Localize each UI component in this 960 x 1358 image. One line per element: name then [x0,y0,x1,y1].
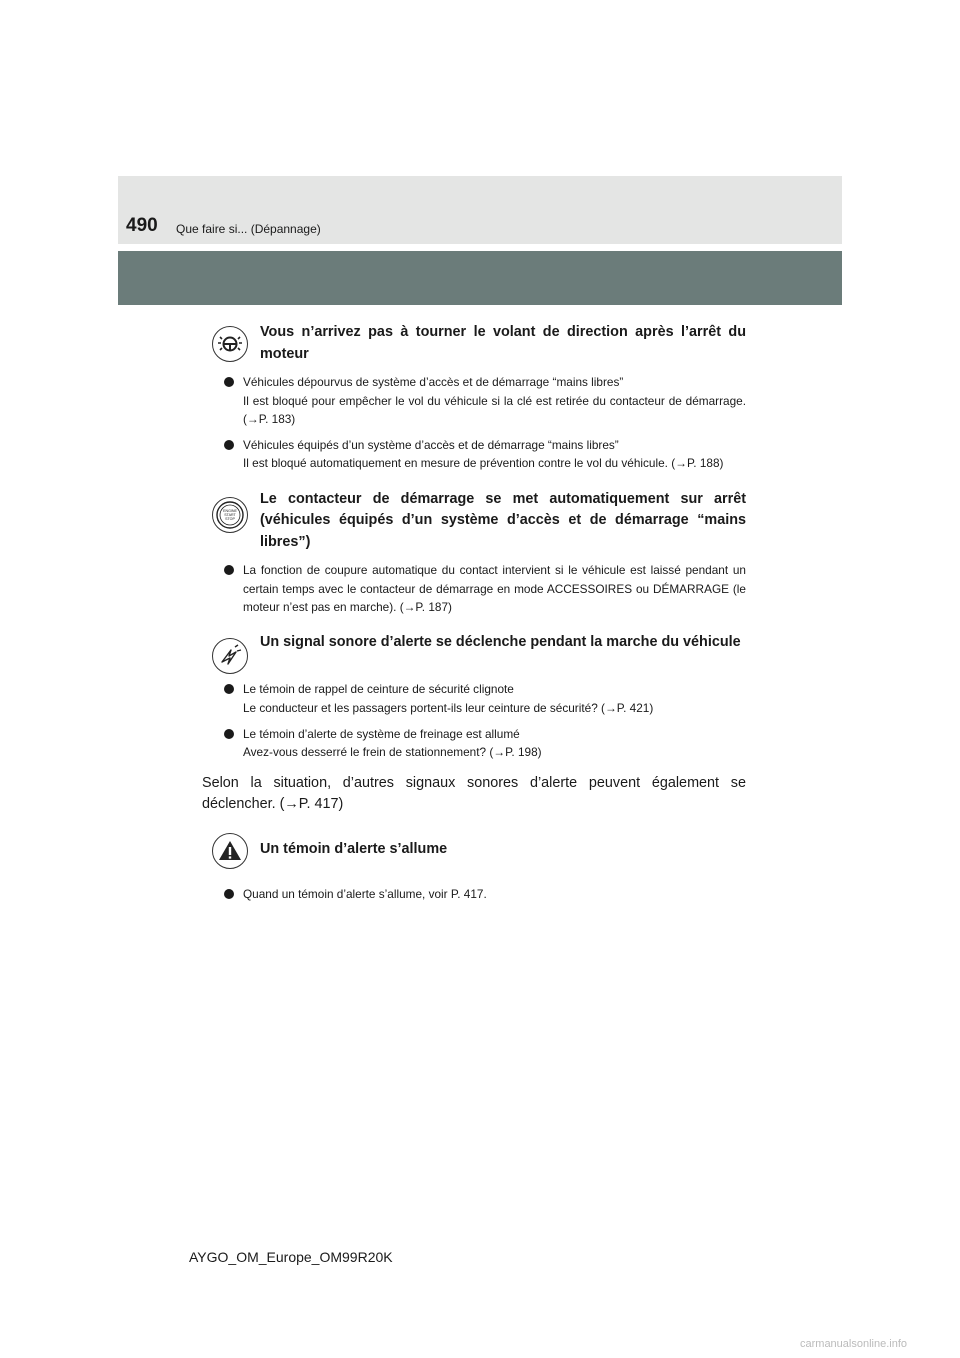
section-title: Que faire si... (Dépannage) [176,222,321,236]
bullet-text: Il est bloqué pour empêcher le vol du véhicule si la clé est retirée du contacteur de démarrage. (→P. 183) [243,393,746,426]
steering-lock-icon [212,326,248,362]
bullet-dot [224,684,234,694]
document-id: AYGO_OM_Europe_OM99R20K [189,1249,393,1265]
section-head [210,825,746,877]
list-item [210,436,746,473]
bullet-text: Il est bloqué automatiquement en mesure de prévention contre le vol du véhicule. (→P. 188) [243,456,724,471]
warning-buzzer-icon [212,638,248,674]
engine-start-stop-icon [212,497,248,533]
bullet-title: Véhicules dépourvus de système d’accès et de démarrage “mains libres” [243,375,624,390]
bullet-dot [224,565,234,575]
section-warning-buzzer [202,626,746,815]
list-item [210,373,746,428]
icon-text: STOP [225,516,235,521]
bullet-dot [224,440,234,450]
page-number: 490 [126,215,158,236]
watermark: carmanualsonline.info [800,1338,908,1350]
section-auto-power-off [210,483,746,617]
section-heading: Un témoin d’alerte s’allume [260,841,448,858]
header-band [118,251,842,305]
bullet-dot [224,889,234,899]
section-heading: Le contacteur de démarrage se met automatiquement sur arrêt (véhicules équipés d’un système d’accès et de démarrage “mains libres”) [260,490,746,550]
page-content [202,316,746,913]
list-item [210,680,746,717]
section-heading: Vous n’arrivez pas à tourner le volant de direction après l’arrêt du moteur [260,324,746,362]
warning-triangle-icon [212,833,248,869]
section-head [210,483,746,554]
bullet-text: Le conducteur et les passagers portent-ils leur ceinture de sécurité? (→P. 421) [243,700,654,715]
list-item [210,561,746,616]
section-head [210,316,746,365]
bullet-title: Le témoin d’alerte de système de freinage est allumé [243,726,520,741]
icon-text: START [224,512,236,517]
bullet-dot [224,729,234,739]
bullet-title: Le témoin de rappel de ceinture de sécurité clignote [243,682,514,697]
section-steering-lock [210,316,746,473]
icon-text: ENGINE [223,508,237,513]
section-heading: Un signal sonore d’alerte se déclenche pendant la marche du véhicule [260,634,741,651]
list-item [210,885,746,903]
body-paragraph: Selon la situation, d’autres signaux sonores d’alerte peuvent également se déclencher. (→P. 417) [202,775,746,813]
section-head [210,626,746,672]
bullet-text: Avez-vous desserré le frein de stationnement? (→P. 198) [243,745,542,760]
bullet-title: Véhicules équipés d’un système d’accès et de démarrage “mains libres” [243,438,619,453]
section-warning-light [210,825,746,903]
bullet-text: Quand un témoin d’alerte s’allume, voir P. 417. [243,887,487,902]
list-item [210,725,746,762]
bullet-text: La fonction de coupure automatique du contact intervient si le véhicule est laissé pendant un certain temps avec le contacteur de démarrage en mode ACCESSOIRES ou DÉMARRAGE (le moteur n’est pas en marche). (→P. 187) [243,563,746,615]
bullet-dot [224,377,234,387]
